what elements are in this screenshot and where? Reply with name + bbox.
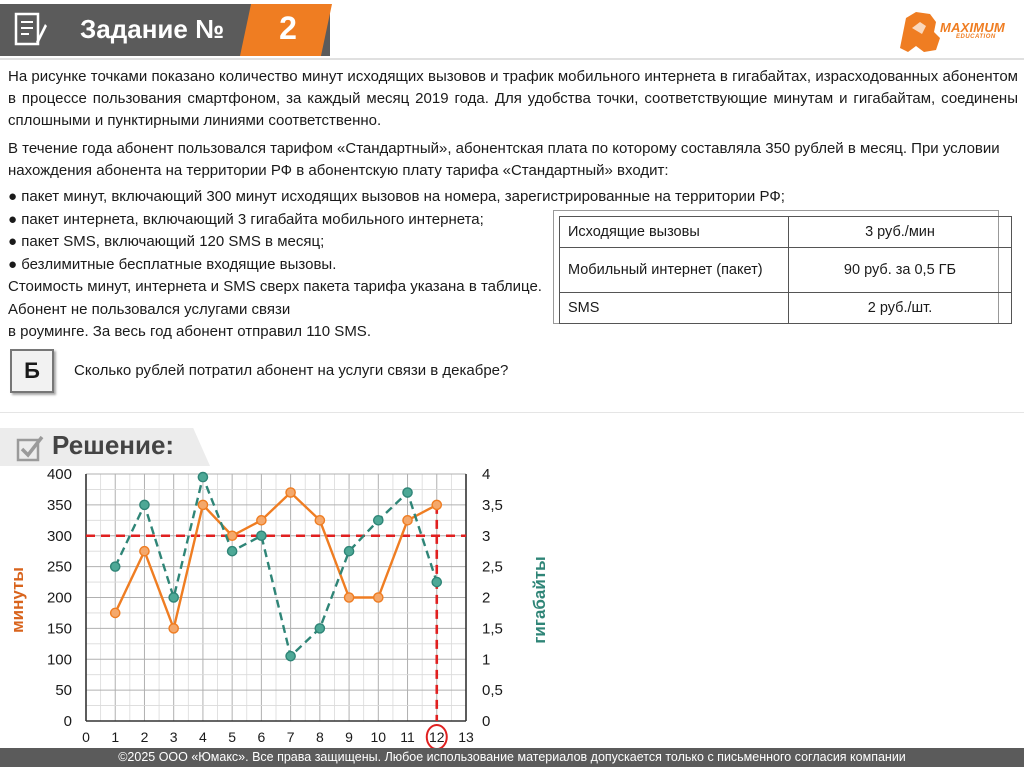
x-tick-label: 7	[286, 729, 295, 745]
gigabytes-point	[140, 500, 149, 509]
list-item: ● пакет SMS, включающий 120 SMS в месяц;	[8, 233, 325, 250]
minutes-point	[403, 516, 412, 525]
footer: ©2025 ООО «Юмакс». Все права защищены. Любое использование материалов допускается только с письменного согласия компании	[0, 748, 1024, 767]
y-tick-label-right: 1	[482, 651, 491, 669]
table-cell: 3 руб./мин	[789, 217, 1012, 248]
minutes-point	[315, 516, 324, 525]
gigabytes-point	[403, 488, 412, 497]
gigabytes-point	[257, 531, 266, 540]
x-tick-label: 11	[400, 729, 415, 745]
table-cell: Мобильный интернет (пакет)	[560, 248, 789, 293]
y-tick-label-left: 400	[46, 466, 72, 483]
list-item: ● пакет интернета, включающий 3 гигабайта мобильного интернета;	[8, 210, 484, 228]
gigabytes-point	[344, 547, 353, 556]
x-tick-label: 9	[345, 729, 353, 745]
table-row	[560, 293, 1012, 324]
minutes-point	[140, 547, 149, 556]
gigabytes-point	[228, 547, 237, 556]
minutes-point	[344, 593, 353, 602]
gigabytes-point	[111, 562, 120, 571]
section-divider	[0, 412, 1024, 413]
chart-grid	[86, 474, 466, 721]
table-row	[560, 217, 1012, 248]
table-row	[560, 248, 1012, 293]
gigabytes-point	[315, 624, 324, 633]
x-tick-label: 12	[428, 729, 445, 745]
table-cell: 90 руб. за 0,5 ГБ	[789, 248, 1012, 293]
gigabytes-point	[198, 472, 207, 481]
x-tick-label: 13	[458, 729, 474, 745]
intro-paragraph-1: На рисунке точками показано количество минут исходящих вызовов и трафик мобильного интернета в гигабайтах, израсходованных абонентом в процессе пользования смартфоном, за каждый месяц 2019 года. Для удобства точки, соответствующие минутам и гигабайтам, соединены сплошными и пунктирными линиями соответственно.	[8, 68, 1018, 129]
y-tick-label-right: 3,5	[482, 496, 503, 514]
y-tick-label-right: 4	[482, 466, 491, 483]
minutes-point	[111, 608, 120, 617]
y-tick-label-right: 2,5	[482, 558, 503, 576]
header-divider	[0, 58, 1024, 60]
x-tick-label: 6	[257, 729, 266, 745]
x-tick-label: 2	[140, 729, 149, 745]
list-item: ● безлимитные бесплатные входящие вызовы.	[8, 255, 337, 273]
minutes-point	[374, 593, 383, 602]
y-tick-label-left: 100	[46, 651, 72, 669]
question-badge: Б	[10, 349, 54, 393]
logo-text: MAXIMUM	[940, 20, 1005, 35]
x-tick-label: 4	[199, 729, 207, 745]
minutes-point	[286, 488, 295, 497]
document-icon	[14, 12, 48, 48]
x-tick-label: 5	[228, 729, 237, 745]
question-text: Сколько рублей потратил абонент на услуги связи в декабре?	[74, 362, 509, 379]
y-tick-label-left: 300	[46, 527, 72, 545]
y-tick-label-left: 350	[46, 496, 72, 514]
task-title: Задание №	[80, 14, 225, 44]
list-item: Абонент не пользовался услугами связи	[8, 300, 291, 318]
header-bar	[0, 0, 1024, 62]
gigabytes-point	[286, 652, 295, 661]
x-tick-label: 10	[370, 729, 387, 745]
list-item: ● пакет минут, включающий 300 минут исходящих вызовов на номера, зарегистрированные на территории РФ;	[8, 188, 785, 205]
tariff-table	[559, 216, 1012, 324]
x-tick-label: 0	[82, 729, 90, 745]
y-tick-label-left: 150	[46, 620, 72, 638]
task-number: 2	[279, 10, 297, 46]
usage-chart	[0, 460, 1024, 750]
y-tick-label-right: 0	[482, 713, 491, 730]
left-axis-label: минуты	[8, 567, 27, 633]
y-tick-label-left: 250	[46, 558, 72, 576]
table-cell: 2 руб./шт.	[789, 293, 1012, 324]
y-tick-label-right: 1,5	[482, 620, 503, 638]
minutes-point	[257, 516, 266, 525]
list-item: в роуминге. За весь год абонент отправил 110 SMS.	[8, 323, 371, 340]
x-tick-label: 1	[111, 729, 120, 745]
list-item: Стоимость минут, интернета и SMS сверх пакета тарифа указана в таблице.	[8, 278, 542, 295]
y-tick-label-left: 0	[63, 713, 72, 730]
logo-subtext: EDUCATION	[956, 34, 996, 40]
y-tick-label-right: 2	[482, 589, 491, 607]
y-tick-label-right: 0,5	[482, 682, 503, 700]
solution-title: Решение:	[52, 430, 175, 460]
y-tick-label-left: 200	[46, 589, 72, 607]
intro-paragraph-2: В течение года абонент пользовался тарифом «Стандартный», абонентская плата по которому составляла 350 рублей в месяц. При условии нахождения абонента на территории РФ в абонентскую плату тарифа «Стандартный» входит:	[8, 140, 1000, 179]
y-tick-label-left: 50	[55, 682, 72, 700]
checkbox-check-icon	[16, 434, 44, 462]
gigabytes-point	[374, 516, 383, 525]
table-cell: Исходящие вызовы	[560, 217, 789, 248]
table-cell: SMS	[560, 293, 789, 324]
minutes-point	[198, 500, 207, 509]
minutes-point	[432, 500, 441, 509]
x-tick-label: 3	[169, 729, 178, 745]
minutes-point	[228, 531, 237, 540]
right-axis-label: гигабайты	[530, 556, 549, 644]
gigabytes-point	[169, 593, 178, 602]
minutes-point	[169, 624, 178, 633]
gigabytes-point	[432, 577, 441, 586]
x-tick-label: 8	[315, 729, 324, 745]
y-tick-label-right: 3	[482, 527, 491, 545]
